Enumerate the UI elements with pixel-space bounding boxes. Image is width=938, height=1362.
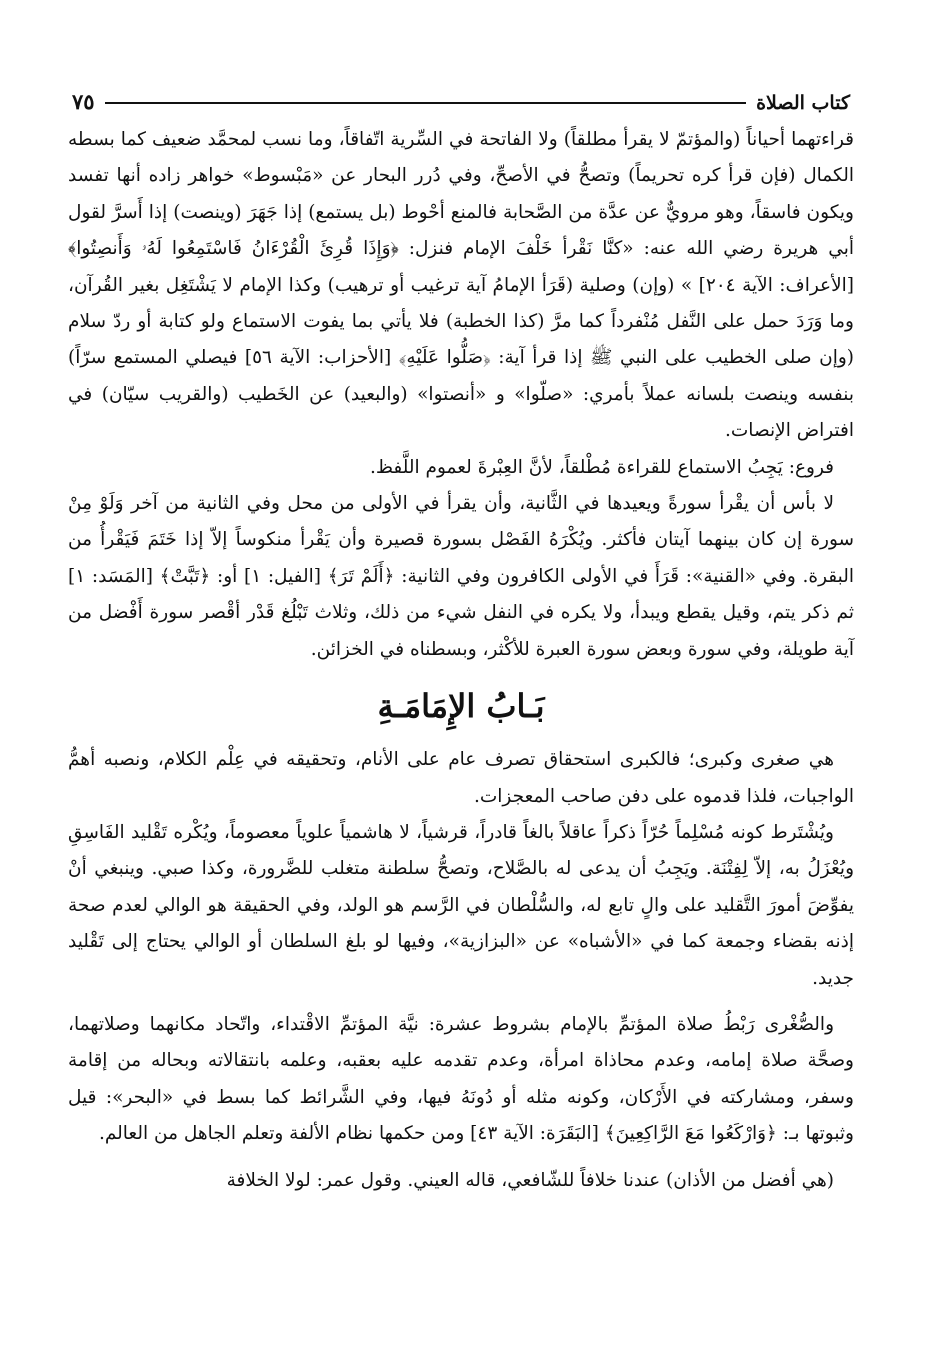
paragraph: ويُشْتَرط كونه مُسْلِماً حُرّاً ذكراً عاقلاً بالغاً قادراً، قرشياً، لا هاشمياً علوياً معصوماً، ويُكْره تَقْليد الفَاسِقِ ويُعْزَلُ به، إلاّ لِفِتْنَة. ويَجِبُ أن يدعى له بالصَّلاح، وتصحُّ سلطنة متغلب للضَّرورة، وكذا صبي. وينبغي أنْ يفوِّضَ أمورَ التَّقليد على والٍ تابع له، والسُّلْطان في الرَّسم هو الولد، وفي الحقيقة هو الوالي لعدم صحة إذنه بقضاء وجمعة كما في «الأشباه» عن «البزازية»، وفيها لو بلغ السلطان أو الوالي يحتاج إلى تَقْليد جديد.	[68, 821, 854, 989]
paragraph: لا بأس أن يقْرأ سورةً ويعيدها في الثَّانية، وأن يقرأ في الأولى من محل وفي الثانية من آخر وَلَوْ مِنْ سورة إن كان بينهما آيتان فأكثر. ويُكْرَهُ الفَصْل بسورة قصيرة وأن يَقْرأ منكوساً إلاّ إذا خَتَمَ فَيَقْرأُ من البقرة. وفي «القنية»: قَرَأَ في الأولى الكافرون وفي الثانية: ﴿أَلَمْ تَرَ﴾ [الفيل: ١] أو: ﴿تَبَّتْ﴾ [المَسَد: ١] ثم ذكر يتم، وقيل يقطع ويبدأ، ولا يكره في النفل شيء من ذلك، وثلاث تَبْلُغ قَدْر أقْصر سورة أَفْضل من آية طويلة، وفي سورة وبعض سورة العبرة للأكْثر، وبسطناه في الخزائن.	[68, 493, 854, 660]
page-number: ٧٥	[72, 89, 95, 114]
section-heading: بَـابُ الإِمَامَـةِ	[377, 687, 545, 726]
chapter-title: كتاب الصلاة	[756, 92, 850, 114]
running-header	[72, 80, 850, 114]
paragraph: هي صغرى وكبرى؛ فالكبرى استحقاق تصرف عام على الأنام، وتحقيقه في عِلْم الكلام، ونصبه أهمُّ الواجبات، فلذا قدموه على دفن صاحب المعجزات.	[68, 749, 854, 807]
paragraph: والصُّغْرى رَبْطُ صلاة المؤتمِّ بالإمام بشروط عشرة: نيَّة المؤتمِّ الاقْتداء، واتّحاد مكانهما وصلاتهما، وصحَّة صلاة إمامه، وعدم محاذاة امرأة، وعدم تقدمه عليه بعقبه، وعلمه بانتقالاته وبحاله من إقامة وسفر، ومشاركته في الأَرْكان، وكونه مثله أو دُونَهُ فيها، وفي الشَّرائط كما بسط في «البحر»: قيل وثبوتها بـ: ﴿وَارْكَعُوا مَعَ الرَّاكِعِينَ﴾ [البَقَرَة: الآية ٤٣] ومن حكمها نظام الألفة وتعلم الجاهل من العالم.	[68, 1013, 854, 1145]
paragraph: قراءتهما أحياناً (والمؤتمّ لا يقرأ مطلقاً) ولا الفاتحة في السِّرية اتّفاقاً، وما نسب لمحمَّد ضعيف كما بسطه الكمال (فإن قرأ كره تحريماً) وتصحُّ في الأصحِّ، وفي دُرر البحار عن «مَبْسوط» خواهر زاده أنها تفسد ويكون فاسقاً، وهو مرويٌّ عن عدَّة من الصَّحابة فالمنع أحْوط (بل يستمع) إذا جَهَرَ (وينصت) إذا أَسرَّ لقول أبي هريرة رضي الله عنه: «كنَّا نَقْرأ خَلْفَ الإمام فنزل: ﴿وَإِذَا قُرِئَ الْقُرْءَانُ فَاسْتَمِعُوا لَهُۥ وَأَنصِتُوا﴾ [الأعراف: الآية ٢٠٤] » (وإن) وصلية (قَرَأ الإمامُ آية ترغيب أو ترهيب) وكذا الإمام لا يَشْتَغِل بغير القُرآن، وما وَرَدَ حمل على النَّفل مُنْفرداً كما مرَّ (كذا الخطبة) فلا يأتي بما يفوت الاستماع ولو كتابة أو ردّ سلام (وإن صلى الخطيب على النبي ﷺ إذا قرأ آية: ﴿صَلُّوا عَلَيْهِ﴾ [الأحزاب: الآية ٥٦] فيصلي المستمع سرّاً) بنفسه وينصت بلسانه عملاً بأمري: «صلّوا» و «أنصتوا» (والبعيد) عن الخَطيب (والقريب سيّان) في افتراض الإنصات.	[68, 129, 854, 442]
main-text	[68, 122, 854, 1199]
paragraph: (هي أفضل من الأذان) عندنا خلافاً للشّافعي، قاله العيني. وقول عمر: لولا الخلافة	[226, 1169, 834, 1191]
header-rule	[105, 102, 747, 104]
paragraph-furu: فروع: يَجِبُ الاستماع للقراءة مُطْلقاً، لأنَّ العِبْرةَ لعموم اللَّفظ.	[369, 456, 834, 478]
